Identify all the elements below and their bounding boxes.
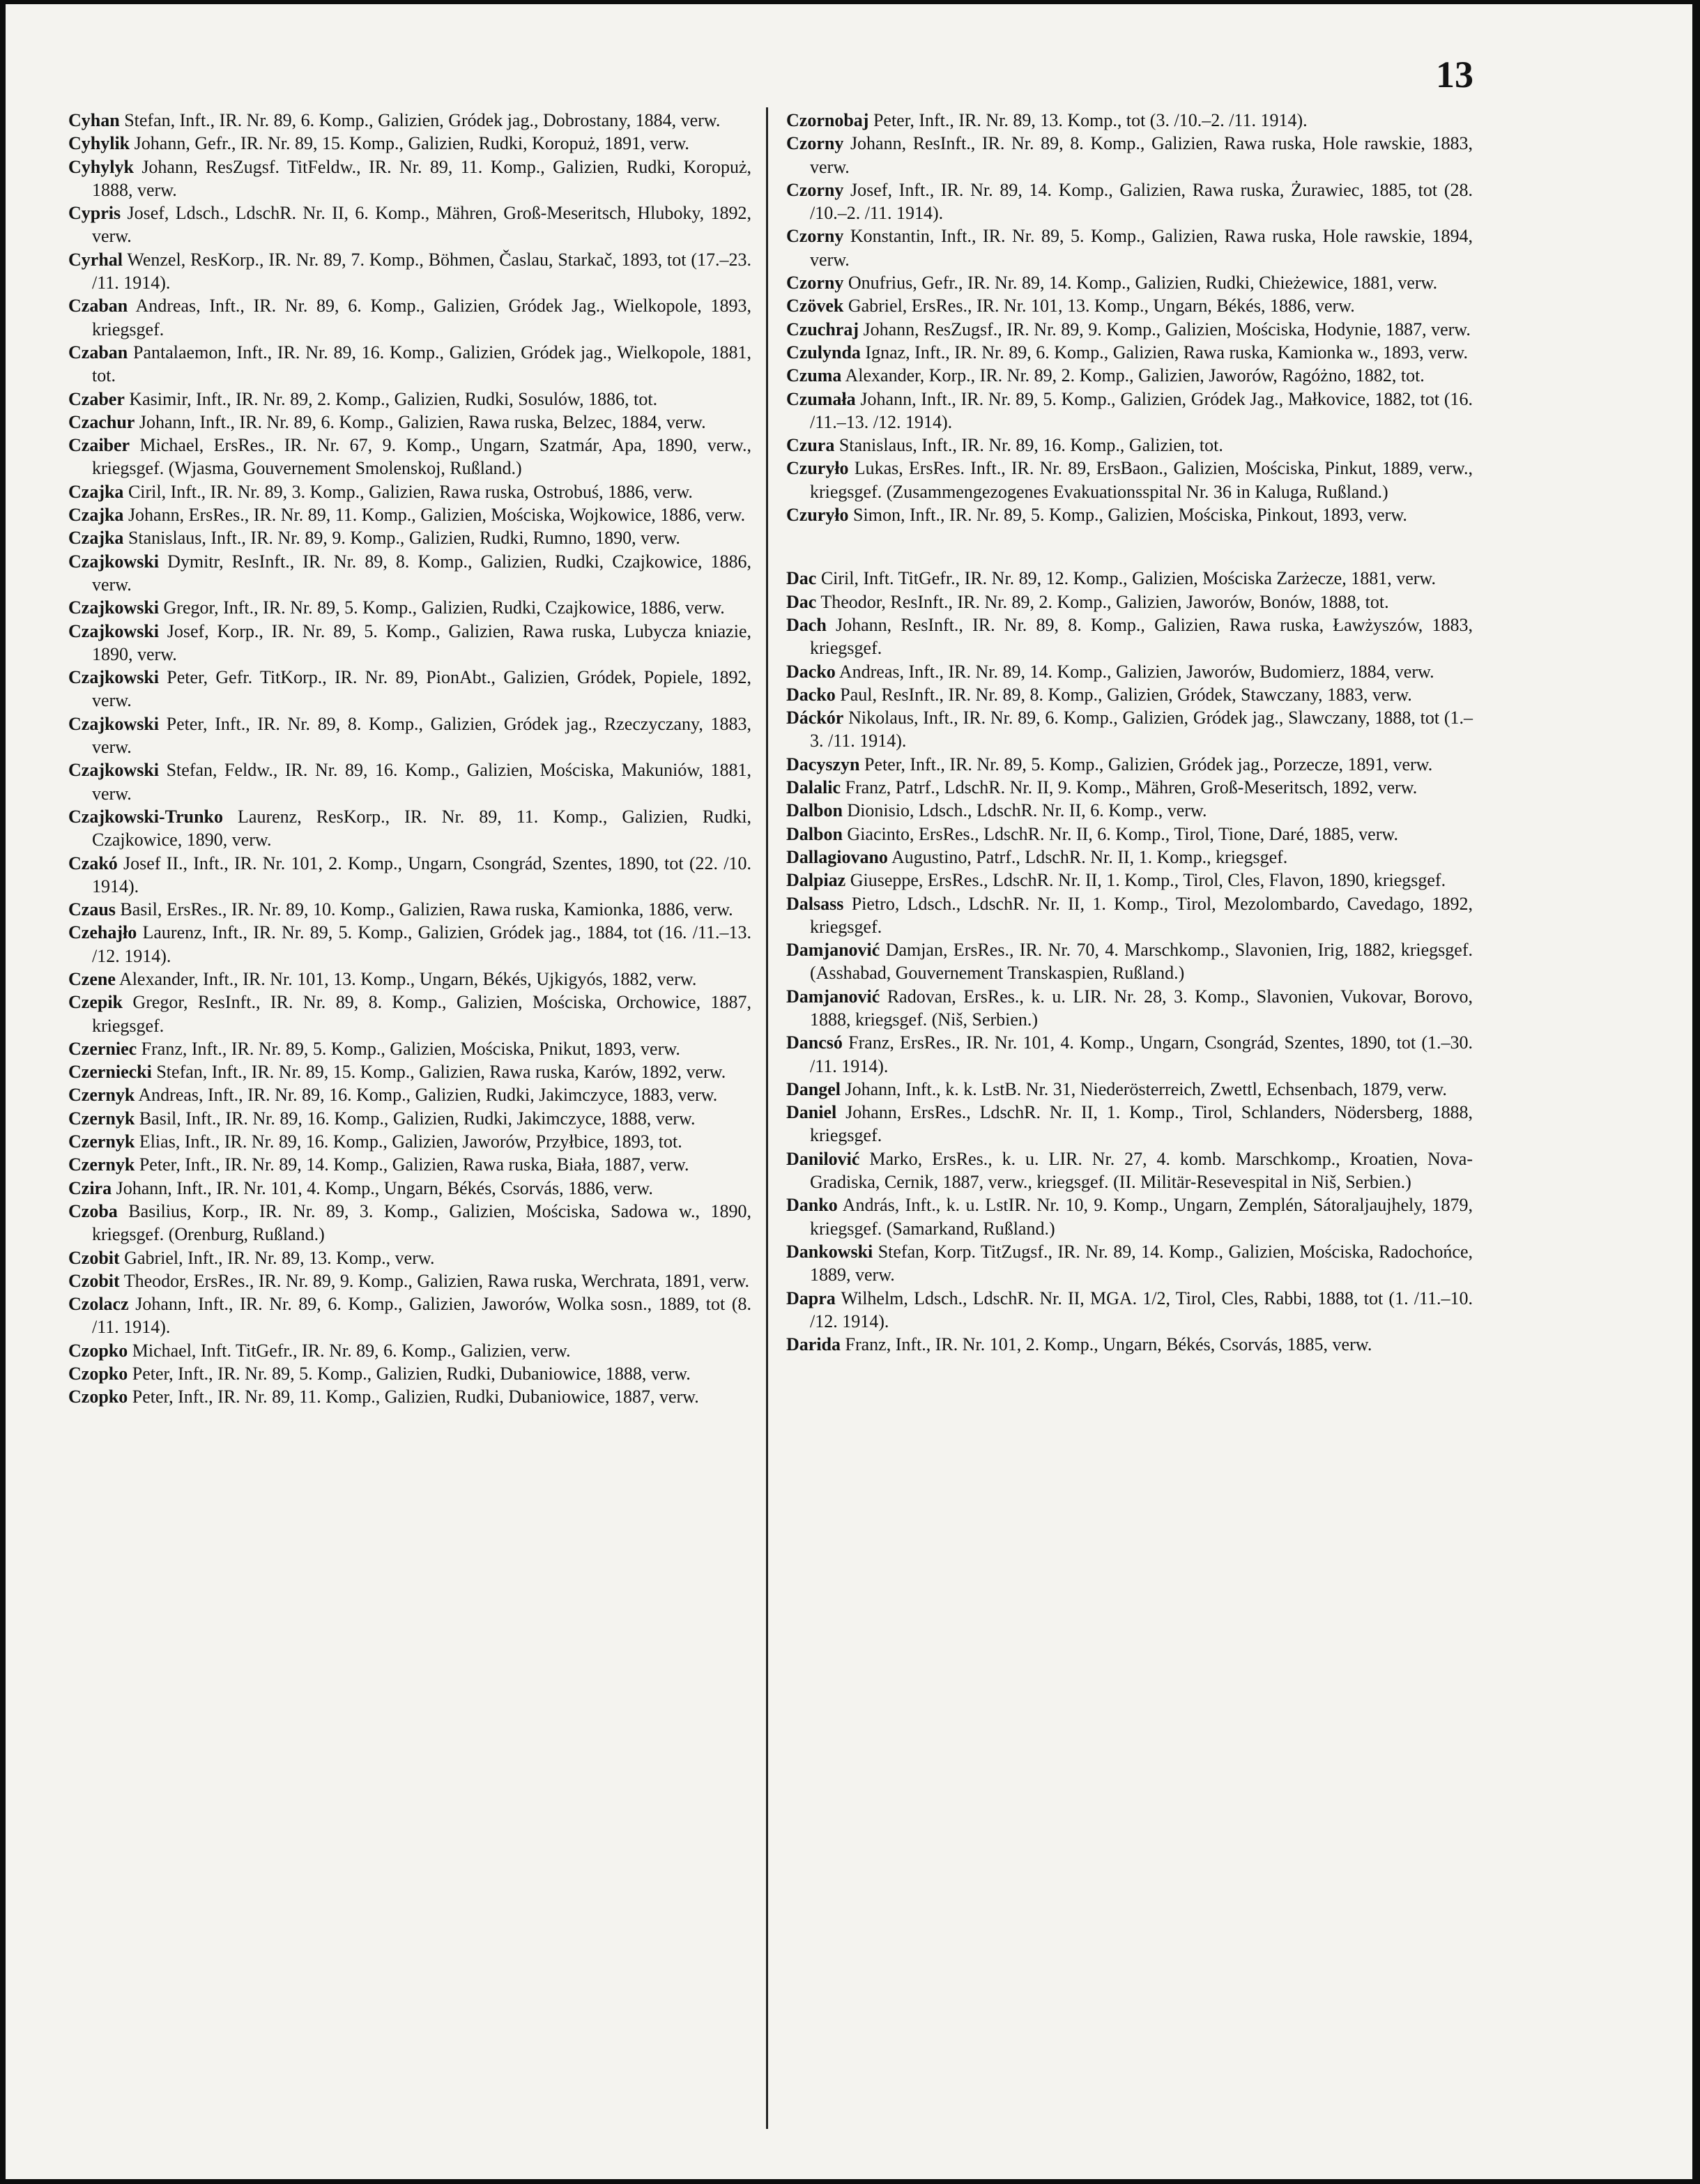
entry-surname: Dáckór: [786, 708, 844, 728]
entry-details: Basilius, Korp., IR. Nr. 89, 3. Komp., Galizien, Mościska, Sadowa w., 1890, kriegsgef. (Orenburg, Rußland.): [92, 1200, 751, 1245]
entry-details: Gabriel, ErsRes., IR. Nr. 101, 13. Komp., Ungarn, Békés, 1886, verw.: [843, 296, 1355, 316]
entry-details: Johann, Inft., IR. Nr. 89, 6. Komp., Galizien, Rawa ruska, Belzec, 1884, verw.: [135, 411, 706, 432]
register-entry: [786, 892, 1473, 939]
entry-surname: Czajkowski-Trunko: [68, 806, 224, 827]
register-entry: [68, 596, 751, 619]
left-column: [68, 109, 751, 1409]
entry-surname: Czura: [786, 435, 835, 456]
register-entry: [786, 938, 1473, 985]
entry-details: Michael, ErsRes., IR. Nr. 67, 9. Komp., Ungarn, Szatmár, Apa, 1890, verw., kriegsgef. (Wjasma, Gouvernement Smolenskoj, Rußland.): [92, 435, 751, 479]
register-entry: [68, 248, 751, 295]
register-entry: [68, 388, 751, 411]
entry-surname: Czernyk: [68, 1108, 135, 1129]
entry-details: Peter, Inft., IR. Nr. 89, 14. Komp., Galizien, Rawa ruska, Biała, 1887, verw.: [135, 1154, 689, 1175]
entry-surname: Czajkowski: [68, 597, 160, 618]
register-entry: [786, 457, 1473, 503]
entry-surname: Dach: [786, 614, 827, 635]
entry-details: Radovan, ErsRes., k. u. LIR. Nr. 28, 3. Komp., Slavonien, Vukovar, Borovo, 1888, kriegsgef. (Niš, Serbien.): [810, 986, 1473, 1030]
entry-surname: Czene: [68, 968, 116, 989]
entry-details: András, Inft., k. u. LstIR. Nr. 10, 9. Komp., Ungarn, Zemplén, Sátoraljaujhely, 1879, kriegsgef. (Samarkand, Rußland.): [810, 1195, 1473, 1239]
entry-details: Ciril, Inft. TitGefr., IR. Nr. 89, 12. Komp., Galizien, Mościska Zarżecze, 1881, verw.: [816, 568, 1436, 589]
entry-surname: Danilović: [786, 1148, 860, 1169]
entry-details: Johann, Gefr., IR. Nr. 89, 15. Komp., Galizien, Rudki, Koropuż, 1891, verw.: [130, 133, 689, 154]
entry-details: Peter, Inft., IR. Nr. 89, 5. Komp., Galizien, Rudki, Dubaniowice, 1888, verw.: [128, 1364, 691, 1384]
entry-details: Stefan, Korp. TitZugsf., IR. Nr. 89, 14. Komp., Galizien, Mościska, Radochońce, 1889, verw.: [810, 1241, 1473, 1285]
register-entry: [68, 1339, 751, 1362]
register-entry: [68, 1153, 751, 1176]
entry-details: Alexander, Inft., IR. Nr. 101, 13. Komp., Ungarn, Békés, Ujkigyós, 1882, verw.: [115, 968, 697, 989]
entry-details: Franz, Patrf., LdschR. Nr. II, 9. Komp., Mähren, Groß-Meseritsch, 1892, verw.: [841, 777, 1418, 798]
register-entry: [786, 683, 1473, 706]
entry-surname: Czajka: [68, 481, 124, 502]
entry-details: Lukas, ErsRes. Inft., IR. Nr. 89, ErsBaon., Galizien, Mościska, Pinkut, 1889, verw., kriegsgef. (Zusammengezogenes Evakuationsspital Nr. 36 in Kaluga, Rußland.): [810, 458, 1473, 502]
right-column: [786, 109, 1473, 1356]
entry-surname: Cyhylyk: [68, 156, 134, 177]
entry-surname: Czuryło: [786, 505, 849, 526]
entry-surname: Danko: [786, 1195, 838, 1216]
entry-surname: Czerniecki: [68, 1062, 152, 1083]
register-entry: [786, 613, 1473, 660]
entry-surname: Czobit: [68, 1270, 120, 1291]
entry-surname: Dancsó: [786, 1032, 843, 1053]
register-entry: [786, 132, 1473, 178]
register-entry: [68, 1130, 751, 1153]
register-entry: [786, 869, 1473, 892]
entry-details: Franz, Inft., IR. Nr. 89, 5. Komp., Galizien, Mościska, Pnikut, 1893, verw.: [137, 1038, 680, 1059]
register-entry: [68, 1385, 751, 1408]
entry-surname: Czaus: [68, 899, 116, 920]
entry-details: Laurenz, ResKorp., IR. Nr. 89, 11. Komp., Galizien, Rudki, Czajkowice, 1890, verw.: [92, 806, 751, 850]
register-entry: [786, 1240, 1473, 1287]
register-entry: [68, 109, 751, 132]
register-entry: [68, 1177, 751, 1200]
entry-details: Michael, Inft. TitGefr., IR. Nr. 89, 6. Komp., Galizien, verw.: [128, 1340, 571, 1361]
entry-surname: Czopko: [68, 1340, 128, 1361]
register-entry: [786, 294, 1473, 317]
entry-surname: Damjanović: [786, 940, 880, 961]
entry-surname: Czajkowski: [68, 667, 160, 688]
entry-surname: Czakó: [68, 853, 118, 873]
entry-details: Gregor, ResInft., IR. Nr. 89, 8. Komp., Galizien, Mościska, Orchowice, 1887, kriegsgef.: [92, 992, 751, 1036]
register-entry: [68, 1037, 751, 1060]
entry-details: Andreas, Inft., IR. Nr. 89, 6. Komp., Galizien, Gródek Jag., Wielkopole, 1893, kriegsgef.: [92, 296, 751, 339]
register-entry: [786, 318, 1473, 341]
register-entry: [786, 799, 1473, 822]
register-entry: [786, 224, 1473, 271]
register-entry: [68, 1060, 751, 1083]
register-entry: [68, 921, 751, 968]
register-entry: [786, 985, 1473, 1032]
entry-details: Peter, Inft., IR. Nr. 89, 13. Komp., tot (3. /10.–2. /11. 1914).: [868, 110, 1308, 130]
entry-details: Johann, ErsRes., IR. Nr. 89, 11. Komp., Galizien, Mościska, Wojkowice, 1886, verw.: [123, 505, 746, 526]
register-entry: [786, 1193, 1473, 1240]
entry-surname: Czajkowski: [68, 620, 160, 641]
entry-surname: Czorny: [786, 133, 844, 154]
register-entry: [68, 341, 751, 388]
entry-details: Franz, Inft., IR. Nr. 101, 2. Komp., Ungarn, Békés, Csorvás, 1885, verw.: [841, 1334, 1372, 1355]
page-number: 13: [1436, 54, 1473, 96]
entry-surname: Czerniec: [68, 1038, 137, 1059]
entry-details: Marko, ErsRes., k. u. LIR. Nr. 27, 4. komb. Marschkomp., Kroatien, Nova-Gradiska, Cernik, 1887, verw., kriegsgef. (II. Militär-Resevespital in Niš, Serbien.): [810, 1148, 1473, 1193]
entry-details: Stanislaus, Inft., IR. Nr. 89, 9. Komp., Galizien, Rudki, Rumno, 1890, verw.: [123, 528, 680, 549]
section-gap: [786, 526, 1473, 567]
register-entry: [68, 550, 751, 597]
entry-details: Andreas, Inft., IR. Nr. 89, 14. Komp., Galizien, Jaworów, Budomierz, 1884, verw.: [835, 661, 1434, 682]
entry-details: Elias, Inft., IR. Nr. 89, 16. Komp., Galizien, Jaworów, Przyłbice, 1893, tot.: [135, 1131, 682, 1152]
entry-surname: Czornobaj: [786, 110, 869, 130]
entry-surname: Czumała: [786, 388, 856, 409]
entry-surname: Czuryło: [786, 458, 849, 479]
entry-details: Peter, Gefr. TitKorp., IR. Nr. 89, PionAbt., Galizien, Gródek, Popiele, 1892, verw.: [92, 667, 751, 711]
entry-details: Augustino, Patrf., LdschR. Nr. II, 1. Komp., kriegsgef.: [887, 846, 1288, 867]
c-entries: [786, 109, 1473, 526]
entry-details: Ciril, Inft., IR. Nr. 89, 3. Komp., Galizien, Rawa ruska, Ostrobuś, 1886, verw.: [123, 481, 693, 502]
entry-surname: Czaiber: [68, 435, 130, 456]
register-entry: [68, 1269, 751, 1292]
entry-details: Josef, Ldsch., LdschR. Nr. II, 6. Komp., Mähren, Groß-Meseritsch, Hluboky, 1892, verw.: [92, 203, 751, 247]
entry-details: Nikolaus, Inft., IR. Nr. 89, 6. Komp., Galizien, Gródek jag., Slawczany, 1888, tot (1.–3. /11. 1914).: [810, 708, 1473, 751]
register-entry: [68, 968, 751, 991]
entry-surname: Czajka: [68, 528, 124, 549]
entry-details: Johann, Inft., IR. Nr. 101, 4. Komp., Ungarn, Békés, Csorvás, 1886, verw.: [112, 1177, 653, 1198]
entry-surname: Czernyk: [68, 1085, 135, 1106]
entry-surname: Cyrhal: [68, 249, 123, 270]
entry-surname: Dacyszyn: [786, 754, 860, 774]
entry-surname: Dalalic: [786, 777, 841, 798]
entry-surname: Dacko: [786, 661, 836, 682]
entry-surname: Czajkowski: [68, 551, 160, 572]
entry-surname: Dalbon: [786, 800, 843, 821]
entry-details: Giacinto, ErsRes., LdschR. Nr. II, 6. Komp., Tirol, Tione, Daré, 1885, verw.: [842, 823, 1398, 844]
entry-details: Dionisio, Ldsch., LdschR. Nr. II, 6. Komp., verw.: [842, 800, 1207, 821]
d-entries: [786, 567, 1473, 1356]
entry-surname: Dalsass: [786, 893, 844, 914]
register-entry: [68, 852, 751, 899]
entry-surname: Czepik: [68, 992, 123, 1013]
entry-surname: Czajkowski: [68, 713, 160, 734]
register-entry: [786, 1078, 1473, 1101]
entry-details: Basil, Inft., IR. Nr. 89, 16. Komp., Galizien, Rudki, Jakimczyce, 1888, verw.: [135, 1108, 696, 1129]
entry-details: Johann, Inft., IR. Nr. 89, 6. Komp., Galizien, Jaworów, Wolka sosn., 1889, tot (8. /11. 1914).: [92, 1294, 751, 1338]
entry-details: Peter, Inft., IR. Nr. 89, 5. Komp., Galizien, Gródek jag., Porzecze, 1891, verw.: [859, 754, 1433, 774]
entry-details: Wenzel, ResKorp., IR. Nr. 89, 7. Komp., Böhmen, Časlau, Starkač, 1893, tot (17.–23. /11. 1914).: [92, 249, 751, 293]
entry-surname: Czorny: [786, 273, 844, 293]
entry-surname: Czernyk: [68, 1154, 135, 1175]
entry-details: Josef, Inft., IR. Nr. 89, 14. Komp., Galizien, Rawa ruska, Żurawiec, 1885, tot (28. /10.–2. /11. 1914).: [810, 179, 1473, 224]
register-entry: [68, 712, 751, 759]
entry-surname: Dapra: [786, 1288, 836, 1308]
entry-surname: Czachur: [68, 411, 135, 432]
entry-details: Gregor, Inft., IR. Nr. 89, 5. Komp., Galizien, Rudki, Czajkowice, 1886, verw.: [159, 597, 725, 618]
register-entry: [786, 271, 1473, 294]
entry-surname: Dacko: [786, 684, 836, 705]
entry-details: Alexander, Korp., IR. Nr. 89, 2. Komp., Galizien, Jaworów, Ragóżno, 1882, tot.: [841, 365, 1425, 386]
register-entry: [68, 526, 751, 549]
entry-details: Wilhelm, Ldsch., LdschR. Nr. II, MGA. 1/2, Tirol, Cles, Rabbi, 1888, tot (1. /11.–10. /12. 1914).: [810, 1288, 1473, 1331]
register-entry: [786, 364, 1473, 387]
register-entry: [68, 294, 751, 341]
register-entry: [786, 109, 1473, 132]
register-entry: [68, 155, 751, 202]
entry-surname: Czuma: [786, 365, 842, 386]
register-entry: [786, 341, 1473, 364]
entry-details: Konstantin, Inft., IR. Nr. 89, 5. Komp., Galizien, Rawa ruska, Hole rawskie, 1894, verw.: [810, 226, 1473, 270]
register-entry: [786, 388, 1473, 434]
entry-surname: Czopko: [68, 1387, 128, 1407]
register-entry: [786, 1101, 1473, 1147]
entry-surname: Czorny: [786, 179, 844, 200]
entry-surname: Damjanović: [786, 986, 880, 1007]
entry-details: Giuseppe, ErsRes., LdschR. Nr. II, 1. Komp., Tirol, Cles, Flavon, 1890, kriegsgef.: [845, 870, 1446, 891]
register-entry: [68, 480, 751, 503]
entry-details: Ignaz, Inft., IR. Nr. 89, 6. Komp., Galizien, Rawa ruska, Kamionka w., 1893, verw.: [860, 342, 1468, 362]
entry-details: Pietro, Ldsch., LdschR. Nr. II, 1. Komp., Tirol, Mezolombardo, Cavedago, 1892, kriegsgef.: [810, 893, 1473, 937]
entry-details: Gabriel, Inft., IR. Nr. 89, 13. Komp., verw.: [119, 1247, 435, 1268]
register-entry: [68, 620, 751, 666]
entry-details: Damjan, ErsRes., IR. Nr. 70, 4. Marschkomp., Slavonien, Irig, 1882, kriegsgef. (Asshabad, Gouvernement Transkaspien, Rußland.): [810, 940, 1473, 984]
register-entry: [786, 776, 1473, 799]
register-entry: [786, 434, 1473, 457]
entry-surname: Darida: [786, 1334, 841, 1355]
entry-surname: Dallagiovano: [786, 846, 888, 867]
register-entry: [68, 1107, 751, 1130]
entry-details: Peter, Inft., IR. Nr. 89, 8. Komp., Galizien, Gródek jag., Rzeczyczany, 1883, verw.: [92, 713, 751, 758]
entry-details: Stefan, Inft., IR. Nr. 89, 15. Komp., Galizien, Rawa ruska, Karów, 1892, verw.: [151, 1062, 726, 1083]
register-entry: [68, 1246, 751, 1269]
entry-surname: Dankowski: [786, 1241, 873, 1262]
entry-surname: Czernyk: [68, 1131, 135, 1152]
entry-details: Johann, ErsRes., LdschR. Nr. II, 1. Komp., Tirol, Schlanders, Nödersberg, 1888, kriegsgef.: [810, 1102, 1473, 1146]
entry-details: Basil, ErsRes., IR. Nr. 89, 10. Komp., Galizien, Rawa ruska, Kamionka, 1886, verw.: [115, 899, 733, 920]
register-entry: [68, 898, 751, 921]
register-entry: [786, 706, 1473, 753]
register-entry: [68, 503, 751, 526]
entry-details: Laurenz, Inft., IR. Nr. 89, 5. Komp., Galizien, Gródek jag., 1884, tot (16. /11.–13. /12. 1914).: [92, 922, 751, 966]
entry-surname: Daniel: [786, 1102, 837, 1123]
register-entry: [786, 178, 1473, 225]
entry-surname: Czaber: [68, 388, 125, 409]
entry-details: Stanislaus, Inft., IR. Nr. 89, 16. Komp., Galizien, tot.: [834, 435, 1223, 456]
register-entry: [786, 590, 1473, 613]
register-entry: [68, 411, 751, 434]
entry-details: Pantalaemon, Inft., IR. Nr. 89, 16. Komp., Galizien, Gródek jag., Wielkopole, 1881, tot.: [92, 342, 751, 386]
entry-surname: Czulynda: [786, 342, 861, 362]
entry-surname: Dalpiaz: [786, 870, 846, 891]
entry-surname: Czoba: [68, 1200, 118, 1221]
register-entry: [68, 805, 751, 852]
entry-details: Onufrius, Gefr., IR. Nr. 89, 14. Komp., Galizien, Rudki, Chieżewice, 1881, verw.: [843, 273, 1438, 293]
entry-details: Stefan, Inft., IR. Nr. 89, 6. Komp., Galizien, Gródek jag., Dobrostany, 1884, verw.: [119, 110, 721, 130]
entry-surname: Dac: [786, 591, 817, 612]
entry-details: Simon, Inft., IR. Nr. 89, 5. Komp., Galizien, Mościska, Pinkout, 1893, verw.: [848, 505, 1407, 526]
entry-surname: Dalbon: [786, 823, 843, 844]
entry-details: Johann, ResInft., IR. Nr. 89, 8. Komp., Galizien, Rawa ruska, Ławżyszów, 1883, kriegsgef.: [810, 614, 1473, 659]
register-entry: [68, 666, 751, 712]
entry-details: Theodor, ErsRes., IR. Nr. 89, 9. Komp., Galizien, Rawa ruska, Werchrata, 1891, verw.: [119, 1270, 749, 1291]
entry-details: Johann, ResZugsf., IR. Nr. 89, 9. Komp., Galizien, Mościska, Hodynie, 1887, verw.: [858, 319, 1471, 339]
register-entry: [68, 201, 751, 248]
entry-details: Dymitr, ResInft., IR. Nr. 89, 8. Komp., Galizien, Rudki, Czajkowice, 1886, verw.: [92, 551, 751, 595]
entry-surname: Czolacz: [68, 1294, 129, 1315]
entry-details: Johann, Inft., k. k. LstB. Nr. 31, Niederösterreich, Zwettl, Echsenbach, 1879, verw.: [841, 1078, 1447, 1099]
document-page: [6, 4, 1692, 2179]
register-entry: [786, 1147, 1473, 1194]
register-entry: [786, 567, 1473, 590]
register-entry: [68, 434, 751, 480]
entry-surname: Dac: [786, 568, 817, 589]
entry-details: Theodor, ResInft., IR. Nr. 89, 2. Komp., Galizien, Jaworów, Bonów, 1888, tot.: [816, 591, 1389, 612]
entry-surname: Czaban: [68, 296, 128, 316]
entry-details: Andreas, Inft., IR. Nr. 89, 16. Komp., Galizien, Rudki, Jakimczyce, 1883, verw.: [135, 1085, 718, 1106]
entry-details: Johann, ResZugsf. TitFeldw., IR. Nr. 89, 11. Komp., Galizien, Rudki, Koropuż, 1888, verw.: [92, 156, 751, 200]
entry-details: Franz, ErsRes., IR. Nr. 101, 4. Komp., Ungarn, Csongrád, Szentes, 1890, tot (1.–30. /11. 1914).: [810, 1032, 1473, 1076]
register-entry: [68, 1292, 751, 1339]
entry-surname: Czira: [68, 1177, 112, 1198]
register-entry: [786, 823, 1473, 846]
entry-details: Josef II., Inft., IR. Nr. 101, 2. Komp., Ungarn, Csongrád, Szentes, 1890, tot (22. /10. 1914).: [92, 853, 751, 896]
register-entry: [786, 1333, 1473, 1356]
column-divider: [766, 107, 768, 2129]
register-entry: [68, 1200, 751, 1246]
entry-surname: Czajkowski: [68, 760, 160, 781]
entry-details: Stefan, Feldw., IR. Nr. 89, 16. Komp., Galizien, Mościska, Makuniów, 1881, verw.: [92, 760, 751, 804]
entry-surname: Czövek: [786, 296, 844, 316]
entry-surname: Czaban: [68, 342, 128, 362]
register-entry: [68, 1083, 751, 1106]
entry-surname: Czorny: [786, 226, 844, 247]
entry-details: Josef, Korp., IR. Nr. 89, 5. Komp., Galizien, Rawa ruska, Lubycza kniazie, 1890, verw.: [92, 620, 751, 664]
entry-details: Peter, Inft., IR. Nr. 89, 11. Komp., Galizien, Rudki, Dubaniowice, 1887, verw.: [128, 1387, 699, 1407]
entry-surname: Czajka: [68, 505, 124, 526]
entry-surname: Czehajło: [68, 922, 137, 943]
entry-surname: Cypris: [68, 203, 121, 224]
entry-surname: Czopko: [68, 1364, 128, 1384]
entry-surname: Czuchraj: [786, 319, 859, 339]
register-entry: [68, 132, 751, 155]
entry-details: Johann, Inft., IR. Nr. 89, 5. Komp., Galizien, Gródek Jag., Małkovice, 1882, tot (16. /11.–13. /12. 1914).: [810, 388, 1473, 432]
entry-details: Kasimir, Inft., IR. Nr. 89, 2. Komp., Galizien, Rudki, Sosulów, 1886, tot.: [124, 388, 658, 409]
entry-surname: Cyhylik: [68, 133, 130, 154]
entry-surname: Czobit: [68, 1247, 120, 1268]
register-entry: [786, 660, 1473, 683]
entry-details: Paul, ResInft., IR. Nr. 89, 8. Komp., Galizien, Gródek, Stawczany, 1883, verw.: [835, 684, 1412, 705]
register-entry: [68, 758, 751, 805]
register-entry: [786, 846, 1473, 869]
register-entry: [68, 1362, 751, 1385]
register-entry: [786, 503, 1473, 526]
entry-details: Johann, ResInft., IR. Nr. 89, 8. Komp., Galizien, Rawa ruska, Hole rawskie, 1883, verw.: [810, 133, 1473, 177]
entry-surname: Dangel: [786, 1078, 841, 1099]
register-entry: [786, 1031, 1473, 1078]
entry-surname: Cyhan: [68, 110, 120, 130]
register-entry: [786, 1287, 1473, 1334]
register-entry: [68, 991, 751, 1037]
register-entry: [786, 753, 1473, 776]
